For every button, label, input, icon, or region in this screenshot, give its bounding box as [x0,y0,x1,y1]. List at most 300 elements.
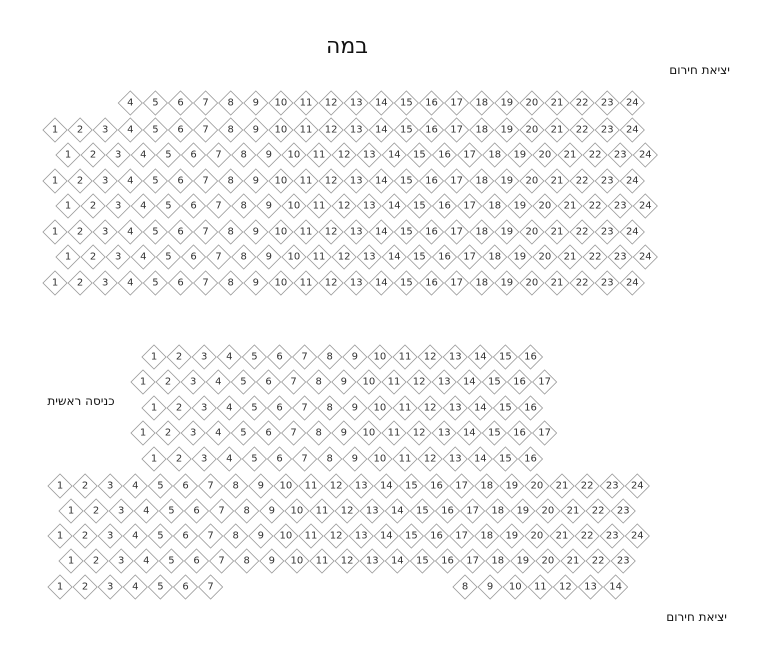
seat[interactable] [583,245,607,269]
seat[interactable] [633,194,657,218]
seat[interactable] [344,91,368,115]
seat[interactable] [148,474,172,498]
seat[interactable] [493,447,517,471]
seat[interactable] [533,143,557,167]
seat[interactable] [56,194,80,218]
seat[interactable] [561,549,585,573]
seat[interactable] [106,143,130,167]
seat[interactable] [332,143,356,167]
seat[interactable] [550,474,574,498]
seat[interactable] [194,169,218,193]
seat[interactable] [475,474,499,498]
seat[interactable] [419,118,443,142]
seat[interactable] [148,524,172,548]
seat[interactable] [595,169,619,193]
seat[interactable] [507,421,531,445]
seat[interactable] [620,91,644,115]
seat[interactable] [432,245,456,269]
seat[interactable] [131,370,155,394]
seat[interactable] [533,421,557,445]
seat[interactable] [418,396,442,420]
seat[interactable] [43,271,67,295]
seat[interactable] [68,169,92,193]
seat[interactable] [244,271,268,295]
seat[interactable] [123,575,147,599]
seat[interactable] [231,421,255,445]
seat[interactable] [235,549,259,573]
seat[interactable] [545,169,569,193]
seat[interactable] [461,549,485,573]
seat[interactable] [310,549,334,573]
seat[interactable] [533,370,557,394]
seat[interactable] [181,421,205,445]
seat[interactable] [570,169,594,193]
seat[interactable] [173,524,197,548]
seat[interactable] [207,245,231,269]
seat[interactable] [443,345,467,369]
seat[interactable] [424,474,448,498]
seat[interactable] [307,143,331,167]
seat[interactable] [432,143,456,167]
seat[interactable] [307,370,331,394]
seat[interactable] [98,524,122,548]
seat[interactable] [319,118,343,142]
seat[interactable] [486,499,510,523]
seat[interactable] [324,524,348,548]
seat[interactable] [625,474,649,498]
seat[interactable] [142,396,166,420]
seat[interactable] [633,143,657,167]
seat[interactable] [508,194,532,218]
seat[interactable] [68,271,92,295]
seat[interactable] [343,345,367,369]
seat[interactable] [445,220,469,244]
seat[interactable] [131,143,155,167]
seat[interactable] [495,169,519,193]
seat[interactable] [98,474,122,498]
seat[interactable] [357,143,381,167]
seat[interactable] [369,91,393,115]
seat[interactable] [199,474,223,498]
seat[interactable] [48,575,72,599]
seat[interactable] [294,169,318,193]
seat[interactable] [282,143,306,167]
seat[interactable] [267,396,291,420]
seat[interactable] [156,421,180,445]
seat[interactable] [620,169,644,193]
seat[interactable] [282,421,306,445]
seat[interactable] [374,474,398,498]
seat[interactable] [181,245,205,269]
seat[interactable] [232,245,256,269]
seat[interactable] [168,220,192,244]
seat[interactable] [293,447,317,471]
seat[interactable] [206,421,230,445]
seat[interactable] [511,549,535,573]
seat[interactable] [443,447,467,471]
seat[interactable] [470,220,494,244]
seat[interactable] [242,447,266,471]
seat[interactable] [536,499,560,523]
seat[interactable] [583,194,607,218]
seat[interactable] [168,91,192,115]
seat[interactable] [294,91,318,115]
seat[interactable] [285,499,309,523]
seat[interactable] [106,194,130,218]
seat[interactable] [148,575,172,599]
seat[interactable] [244,118,268,142]
seat[interactable] [118,169,142,193]
seat[interactable] [424,524,448,548]
seat[interactable] [382,370,406,394]
seat[interactable] [118,91,142,115]
seat[interactable] [357,421,381,445]
seat[interactable] [445,271,469,295]
seat[interactable] [432,370,456,394]
seat[interactable] [168,271,192,295]
seat[interactable] [219,271,243,295]
seat[interactable] [608,194,632,218]
seat[interactable] [224,474,248,498]
seat[interactable] [503,575,527,599]
seat[interactable] [533,245,557,269]
seat[interactable] [319,169,343,193]
seat[interactable] [231,370,255,394]
seat[interactable] [332,421,356,445]
seat[interactable] [194,220,218,244]
seat[interactable] [394,91,418,115]
seat[interactable] [310,499,334,523]
seat[interactable] [483,143,507,167]
seat[interactable] [143,271,167,295]
seat[interactable] [407,245,431,269]
seat[interactable] [586,499,610,523]
seat[interactable] [382,245,406,269]
seat[interactable] [561,499,585,523]
seat[interactable] [192,396,216,420]
seat[interactable] [570,118,594,142]
seat[interactable] [399,524,423,548]
seat[interactable] [335,549,359,573]
seat[interactable] [553,575,577,599]
seat[interactable] [575,474,599,498]
seat[interactable] [545,118,569,142]
seat[interactable] [495,220,519,244]
seat[interactable] [181,370,205,394]
seat[interactable] [545,91,569,115]
seat[interactable] [207,143,231,167]
seat[interactable] [410,499,434,523]
seat[interactable] [518,447,542,471]
seat[interactable] [369,118,393,142]
seat[interactable] [293,345,317,369]
seat[interactable] [81,194,105,218]
seat[interactable] [368,345,392,369]
seat[interactable] [282,245,306,269]
seat[interactable] [520,91,544,115]
seat[interactable] [550,524,574,548]
seat[interactable] [324,474,348,498]
seat[interactable] [199,524,223,548]
seat[interactable] [194,91,218,115]
seat[interactable] [511,499,535,523]
seat[interactable] [368,396,392,420]
seat[interactable] [156,143,180,167]
seat[interactable] [269,91,293,115]
seat[interactable] [407,194,431,218]
seat[interactable] [493,345,517,369]
seat[interactable] [260,549,284,573]
seat[interactable] [143,91,167,115]
seat[interactable] [232,194,256,218]
seat[interactable] [357,245,381,269]
seat[interactable] [525,524,549,548]
seat[interactable] [293,396,317,420]
seat[interactable] [156,245,180,269]
seat[interactable] [419,220,443,244]
seat[interactable] [207,194,231,218]
seat[interactable] [142,345,166,369]
seat[interactable] [131,194,155,218]
seat[interactable] [118,220,142,244]
seat[interactable] [219,91,243,115]
seat[interactable] [435,499,459,523]
seat[interactable] [118,271,142,295]
seat[interactable] [232,143,256,167]
seat[interactable] [357,194,381,218]
seat[interactable] [217,447,241,471]
seat[interactable] [393,396,417,420]
seat[interactable] [393,447,417,471]
seat[interactable] [368,447,392,471]
seat[interactable] [418,345,442,369]
seat[interactable] [156,194,180,218]
seat[interactable] [508,143,532,167]
seat[interactable] [578,575,602,599]
seat[interactable] [73,524,97,548]
seat[interactable] [307,194,331,218]
seat[interactable] [611,549,635,573]
seat[interactable] [520,118,544,142]
seat[interactable] [192,345,216,369]
seat[interactable] [307,421,331,445]
seat[interactable] [244,91,268,115]
seat[interactable] [269,220,293,244]
seat[interactable] [443,396,467,420]
seat[interactable] [620,271,644,295]
seat[interactable] [445,91,469,115]
seat[interactable] [267,345,291,369]
seat[interactable] [611,499,635,523]
seat[interactable] [419,91,443,115]
seat[interactable] [194,271,218,295]
seat[interactable] [625,524,649,548]
seat[interactable] [84,549,108,573]
seat[interactable] [56,143,80,167]
seat[interactable] [393,345,417,369]
seat[interactable] [394,220,418,244]
seat[interactable] [604,575,628,599]
seat[interactable] [470,271,494,295]
seat[interactable] [282,194,306,218]
seat[interactable] [184,549,208,573]
seat[interactable] [468,396,492,420]
seat[interactable] [595,91,619,115]
seat[interactable] [48,524,72,548]
seat[interactable] [257,143,281,167]
seat[interactable] [269,118,293,142]
seat[interactable] [59,499,83,523]
seat[interactable] [257,245,281,269]
seat[interactable] [318,447,342,471]
seat[interactable] [595,220,619,244]
seat[interactable] [493,396,517,420]
seat[interactable] [360,549,384,573]
seat[interactable] [267,447,291,471]
seat[interactable] [123,474,147,498]
seat[interactable] [470,169,494,193]
seat[interactable] [344,118,368,142]
seat[interactable] [109,499,133,523]
seat[interactable] [418,447,442,471]
seat[interactable] [93,271,117,295]
seat[interactable] [159,549,183,573]
seat[interactable] [156,370,180,394]
seat[interactable] [244,220,268,244]
seat[interactable] [357,370,381,394]
seat[interactable] [98,575,122,599]
seat[interactable] [432,194,456,218]
seat[interactable] [500,524,524,548]
seat[interactable] [620,220,644,244]
seat[interactable] [470,118,494,142]
seat[interactable] [181,194,205,218]
seat[interactable] [385,549,409,573]
seat[interactable] [294,271,318,295]
seat[interactable] [143,220,167,244]
seat[interactable] [242,396,266,420]
seat[interactable] [168,118,192,142]
seat[interactable] [453,575,477,599]
seat[interactable] [256,421,280,445]
seat[interactable] [249,524,273,548]
seat[interactable] [184,499,208,523]
seat[interactable] [528,575,552,599]
seat[interactable] [235,499,259,523]
seat[interactable] [608,143,632,167]
seat[interactable] [369,220,393,244]
seat[interactable] [43,220,67,244]
seat[interactable] [558,245,582,269]
seat[interactable] [545,220,569,244]
seat[interactable] [478,575,502,599]
seat[interactable] [242,345,266,369]
seat[interactable] [319,220,343,244]
seat[interactable] [520,271,544,295]
seat[interactable] [48,474,72,498]
seat[interactable] [294,118,318,142]
seat[interactable] [450,524,474,548]
seat[interactable] [382,421,406,445]
seat[interactable] [382,143,406,167]
seat[interactable] [93,220,117,244]
seat[interactable] [256,370,280,394]
seat[interactable] [595,271,619,295]
seat[interactable] [299,524,323,548]
seat[interactable] [344,220,368,244]
seat[interactable] [360,499,384,523]
seat[interactable] [81,143,105,167]
seat[interactable] [167,396,191,420]
seat[interactable] [369,271,393,295]
seat[interactable] [318,345,342,369]
seat[interactable] [461,499,485,523]
seat[interactable] [620,118,644,142]
seat[interactable] [600,524,624,548]
seat[interactable] [525,474,549,498]
seat[interactable] [319,91,343,115]
seat[interactable] [56,245,80,269]
seat[interactable] [410,549,434,573]
seat[interactable] [586,549,610,573]
seat[interactable] [335,499,359,523]
seat[interactable] [432,421,456,445]
seat[interactable] [419,271,443,295]
seat[interactable] [219,220,243,244]
seat[interactable] [294,220,318,244]
seat[interactable] [181,143,205,167]
seat[interactable] [475,524,499,548]
seat[interactable] [394,118,418,142]
seat[interactable] [343,447,367,471]
seat[interactable] [81,245,105,269]
seat[interactable] [282,370,306,394]
seat[interactable] [458,194,482,218]
seat[interactable] [435,549,459,573]
seat[interactable] [608,245,632,269]
seat[interactable] [344,271,368,295]
seat[interactable] [495,271,519,295]
seat[interactable] [199,575,223,599]
seat[interactable] [483,245,507,269]
seat[interactable] [394,271,418,295]
seat[interactable] [382,194,406,218]
seat[interactable] [575,524,599,548]
seat[interactable] [142,447,166,471]
seat[interactable] [558,194,582,218]
seat[interactable] [194,118,218,142]
seat[interactable] [43,169,67,193]
seat[interactable] [558,143,582,167]
seat[interactable] [217,345,241,369]
seat[interactable] [109,549,133,573]
seat[interactable] [269,169,293,193]
seat[interactable] [73,575,97,599]
seat[interactable] [307,245,331,269]
seat[interactable] [518,345,542,369]
seat[interactable] [343,396,367,420]
seat[interactable] [407,370,431,394]
seat[interactable] [349,474,373,498]
seat[interactable] [131,245,155,269]
seat[interactable] [217,396,241,420]
seat[interactable] [68,220,92,244]
seat[interactable] [319,271,343,295]
seat[interactable] [419,169,443,193]
seat[interactable] [167,345,191,369]
seat[interactable] [244,169,268,193]
seat[interactable] [123,524,147,548]
